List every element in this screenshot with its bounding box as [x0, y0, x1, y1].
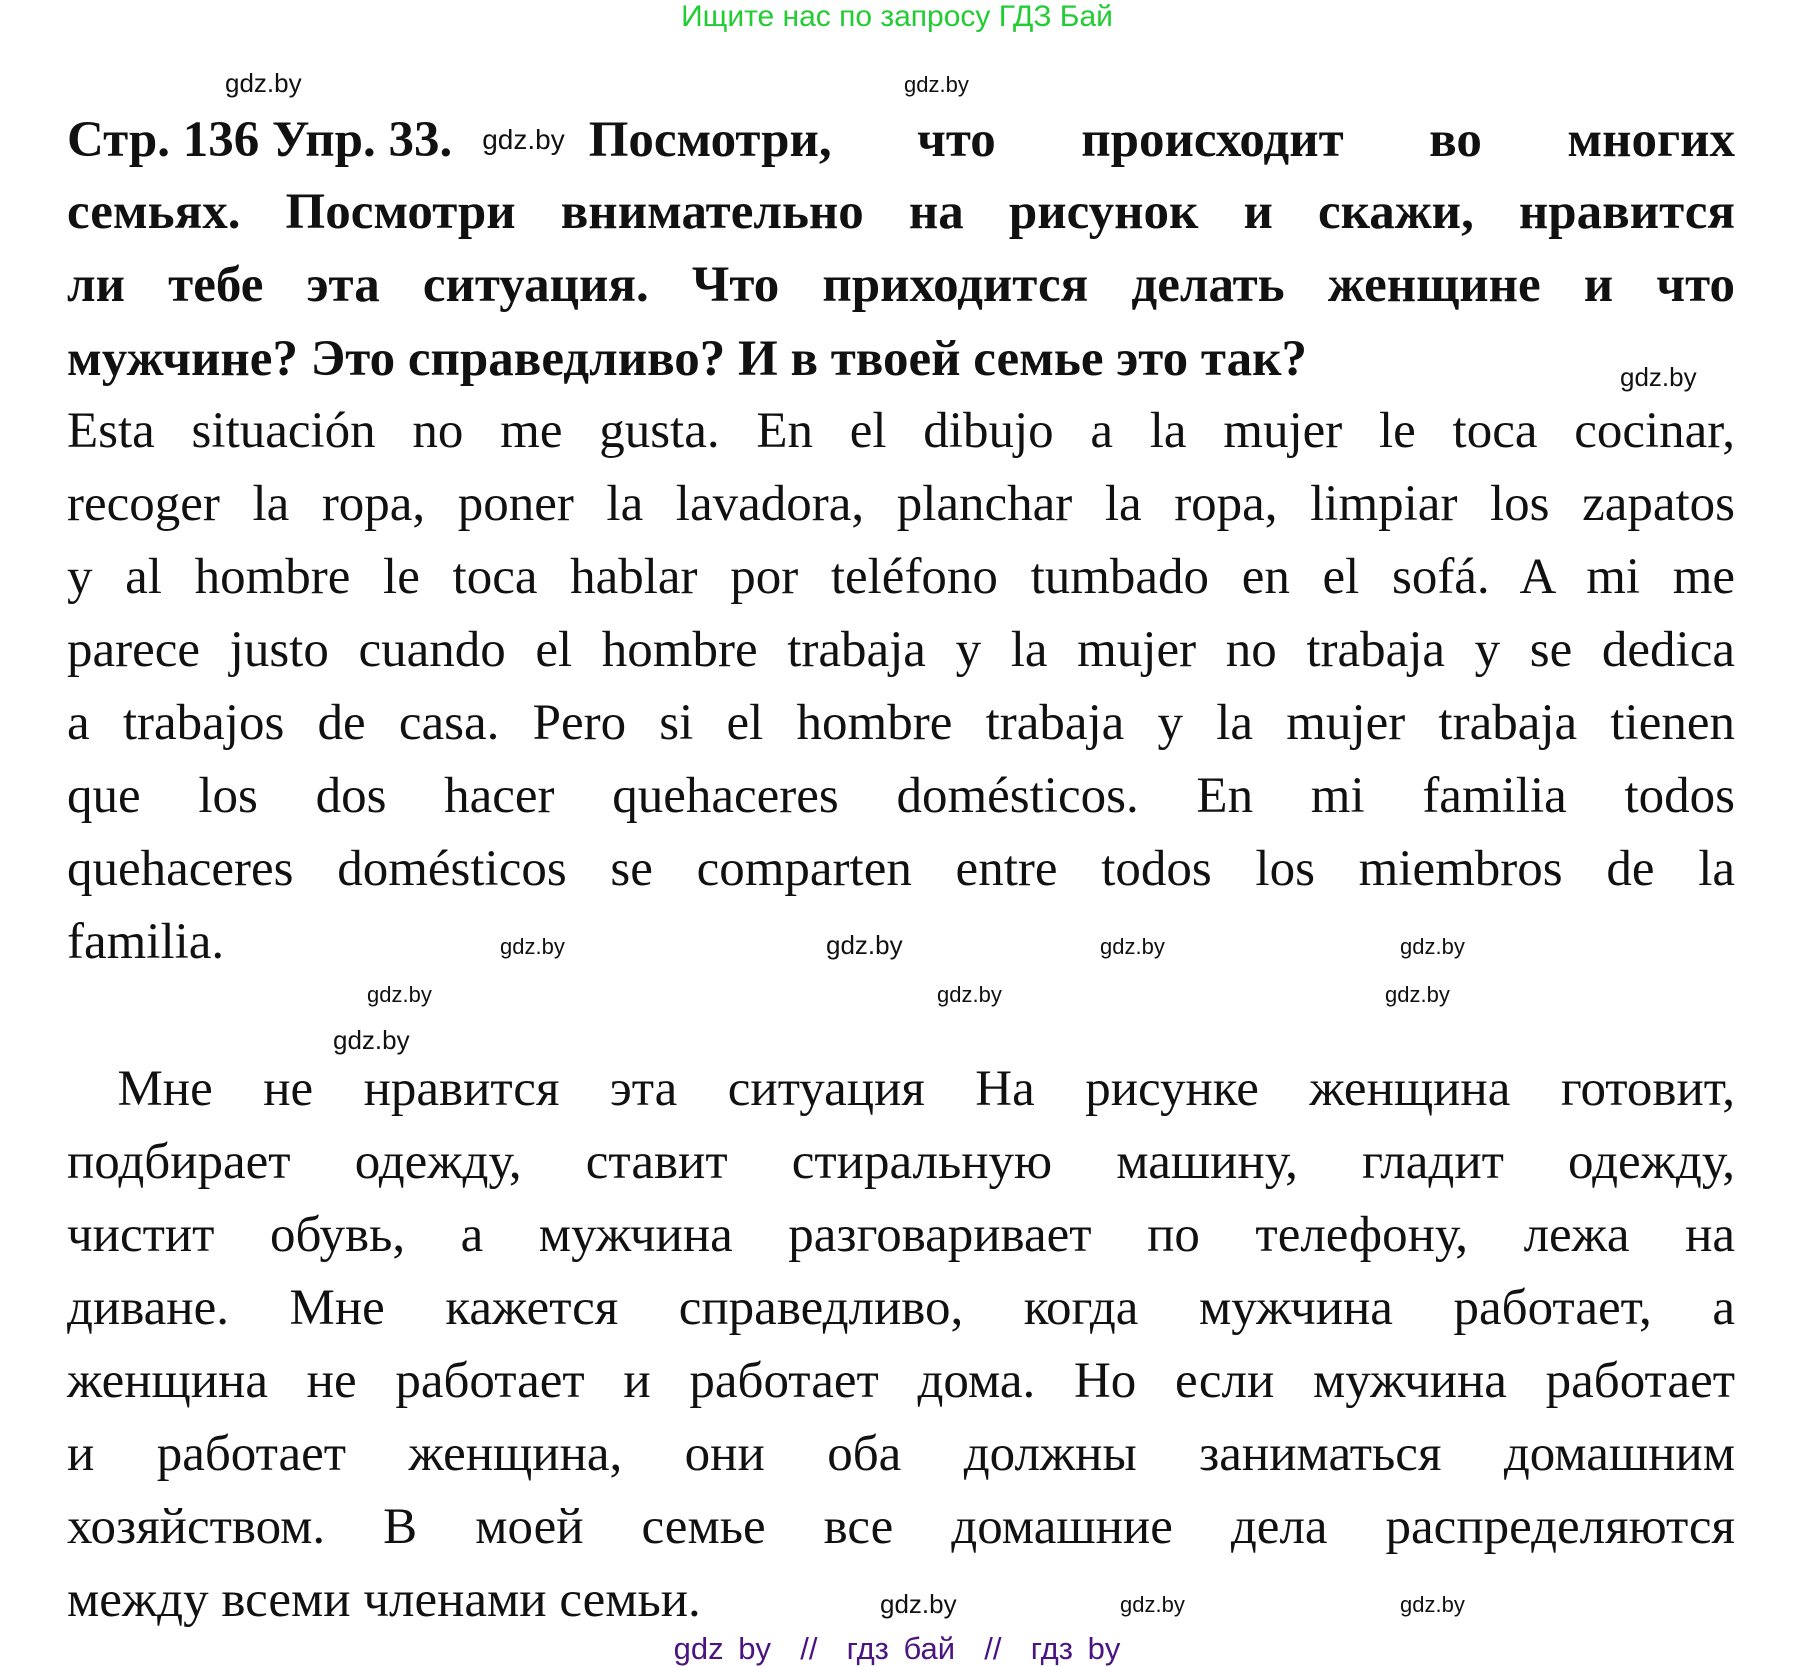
- spanish-answer-line: parece justo cuando el hombre trabaja y la mujer no trabaja y se dedica: [67, 622, 1735, 678]
- watermark: gdz.by: [225, 68, 302, 98]
- spanish-answer-line: recoger la ropa, poner la lavadora, planchar la ropa, limpiar los zapatos: [67, 476, 1735, 532]
- russian-translation-line: и работает женщина, они оба должны заниматься домашним: [67, 1426, 1735, 1482]
- watermark: gdz.by: [1100, 934, 1165, 959]
- russian-translation-line: диване. Мне кажется справедливо, когда мужчина работает, а: [67, 1280, 1735, 1336]
- spanish-answer-line: y al hombre le toca hablar por teléfono tumbado en el sofá. A mi me: [67, 549, 1735, 605]
- spanish-answer-line: Esta situación no me gusta. En el dibujo a la mujer le toca cocinar,: [67, 403, 1735, 459]
- russian-translation-line: Мне не нравится эта ситуация На рисунке женщина готовит,: [67, 1061, 1735, 1117]
- watermark: gdz.by: [937, 982, 1002, 1007]
- watermark: gdz.by: [1120, 1592, 1185, 1617]
- watermark: gdz.by: [500, 934, 565, 959]
- exercise-heading-line: мужчине? Это справедливо? И в твоей семье это так?: [67, 331, 1307, 387]
- russian-translation-line: между всеми членами семьи.: [67, 1572, 701, 1628]
- watermark: gdz.by: [826, 930, 903, 960]
- search-banner: Ищите нас по запросу ГДЗ Бай: [681, 0, 1113, 33]
- watermark: gdz.by: [367, 982, 432, 1007]
- watermark: gdz.by: [1400, 934, 1465, 959]
- russian-translation-line: чистит обувь, а мужчина разговаривает по телефону, лежа на: [67, 1207, 1735, 1263]
- spanish-answer-line: familia.: [67, 914, 225, 970]
- watermark: gdz.by: [880, 1589, 957, 1619]
- spanish-answer-line: quehaceres domésticos se comparten entre todos los miembros de la: [67, 841, 1735, 897]
- watermark: gdz.by: [1385, 982, 1450, 1007]
- exercise-heading-line: ли тебе эта ситуация. Что приходится делать женщине и что: [67, 257, 1735, 313]
- exercise-heading-line: семьях. Посмотри внимательно на рисунок и скажи, нравится: [67, 184, 1735, 240]
- watermark: gdz.by: [904, 72, 969, 97]
- watermark: gdz.by: [1620, 362, 1697, 392]
- watermark: gdz.by: [1400, 1592, 1465, 1617]
- exercise-number: Стр. 136 Упр. 33.: [67, 112, 453, 168]
- russian-translation-line: женщина не работает и работает дома. Но если мужчина работает: [67, 1353, 1735, 1409]
- spanish-answer-line: a trabajos de casa. Pero si el hombre trabaja y la mujer trabaja tienen: [67, 695, 1735, 751]
- watermark: gdz.by: [482, 124, 565, 155]
- watermark: gdz.by: [333, 1025, 410, 1055]
- spanish-answer-line: que los dos hacer quehaceres domésticos. En mi familia todos: [67, 768, 1735, 824]
- exercise-heading-text: Посмотри, что происходит во многих: [588, 112, 1735, 168]
- russian-translation-line: подбирает одежду, ставит стиральную машину, гладит одежду,: [67, 1134, 1735, 1190]
- russian-translation-line: хозяйством. В моей семье все домашние дела распределяются: [67, 1499, 1735, 1555]
- footer-watermark: gdz by // гдз бай // гдз by: [673, 1631, 1121, 1666]
- exercise-heading-line-1: [67, 110, 1735, 170]
